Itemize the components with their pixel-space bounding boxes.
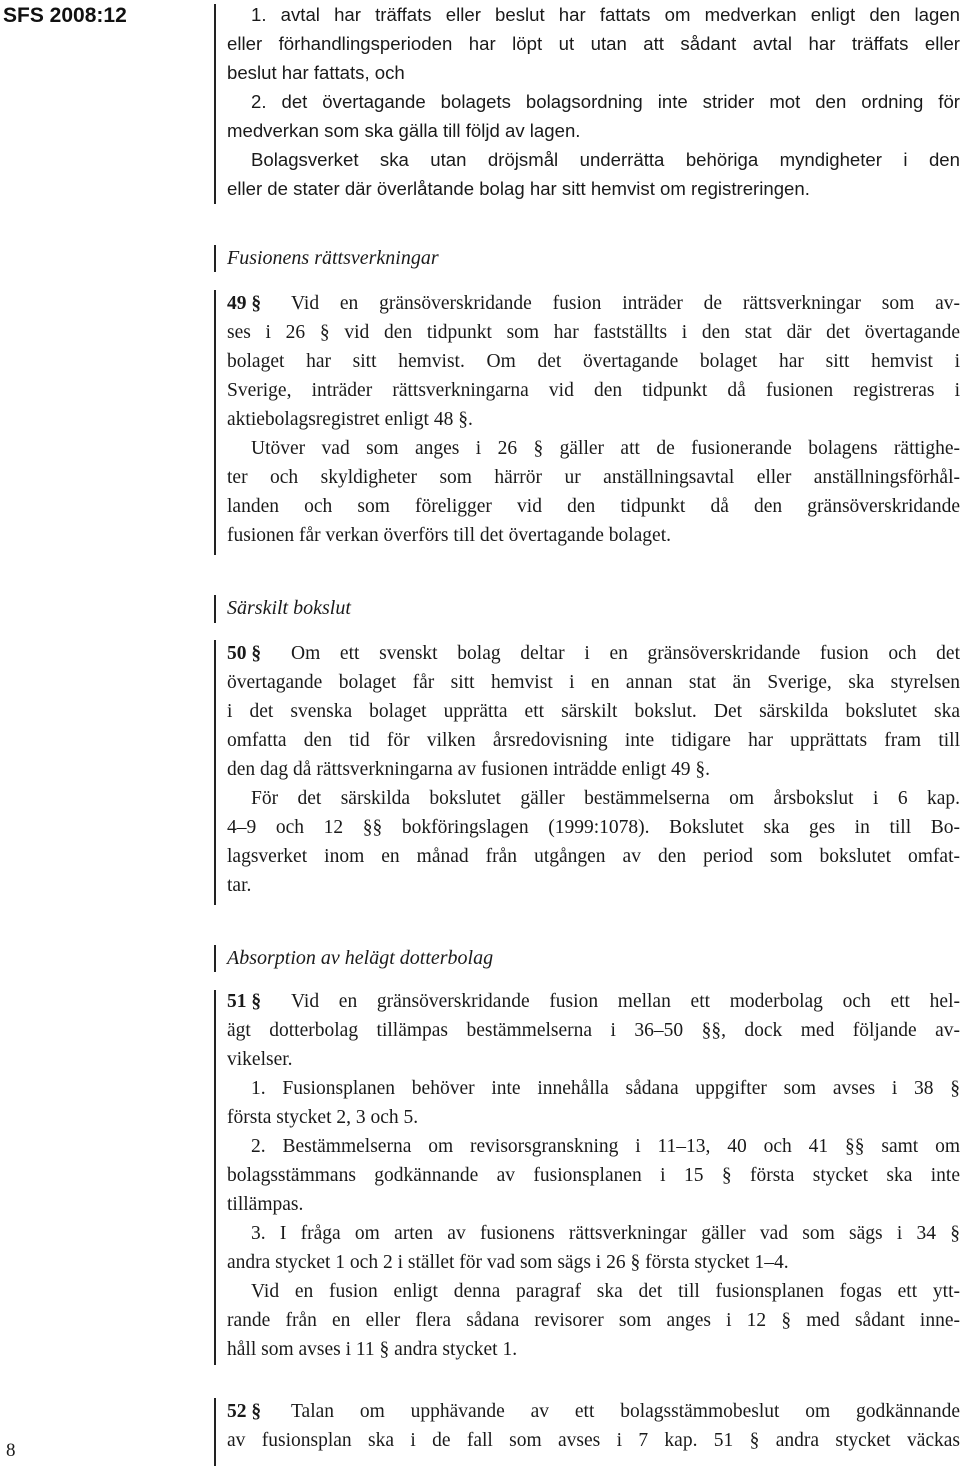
text-line: 2. det övertagande bolagets bolagsordning inte strider mot den ordning för <box>251 91 960 112</box>
change-bar <box>214 1398 216 1466</box>
text-line: ter och skyldigheter som härrör ur anställningsavtal eller anställningsförhål- <box>227 467 960 488</box>
text-line: Vid en fusion enligt denna paragraf ska det till fusionsplanen fogas ett ytt- <box>251 1281 960 1302</box>
text-line: eller förhandlingsperioden har löpt ut utan att sådant avtal har träffats eller <box>227 33 960 54</box>
text-line: tillämpas. <box>227 1194 304 1215</box>
text-line: ses i 26 § vid den tidpunkt som har fastställts i den stat där det övertagande <box>227 322 960 343</box>
text-line: 4–9 och 12 §§ bokföringslagen (1999:1078). Bokslutet ska ges in till Bo- <box>227 817 960 838</box>
text-line: håll som avses i 11 § andra stycket 1. <box>227 1339 518 1360</box>
text-line: andra stycket 1 och 2 i stället för vad som sägs i 26 § första stycket 1–4. <box>227 1252 789 1273</box>
paragraph-number: 51 § <box>227 991 262 1012</box>
section-heading: Absorption av helägt dotterbolag <box>227 947 494 969</box>
paragraph-first-line <box>227 1397 960 1426</box>
text-line: bolagsstämmans godkännande av fusionsplanen i 15 § första stycket ska inte <box>227 1165 960 1186</box>
text-line: eller de stater där överlåtande bolag har sitt hemvist om registreringen. <box>227 178 810 199</box>
text-line: För det särskilda bokslutet gäller bestämmelserna om årsbokslut i 6 kap. <box>251 788 960 809</box>
text-line: Sverige, inträder rättsverkningarna vid den tidpunkt då fusionen registreras i <box>227 380 960 401</box>
paragraph-first-line <box>227 289 960 318</box>
text-line: 2. Bestämmelserna om revisorsgranskning i 11–13, 40 och 41 §§ samt om <box>251 1136 960 1157</box>
change-bar <box>214 945 216 972</box>
text-line: Utöver vad som anges i 26 § gäller att de fusionerande bolagens rättighe- <box>251 438 960 459</box>
change-bar <box>214 595 216 623</box>
text-line: rande från en eller flera sådana revisorer som anges i 12 § med sådant inne- <box>227 1310 960 1331</box>
change-bar <box>214 4 216 204</box>
text-line: den dag då rättsverkningarna av fusionen inträdde enligt 49 §. <box>227 759 711 780</box>
paragraph-first-line <box>227 639 960 668</box>
text-line: landen och som föreligger vid den tidpunkt då den gränsöverskridande <box>227 496 960 517</box>
text-line: beslut har fattats, och <box>227 62 405 83</box>
text-line: lagsverket inom en månad från utgången av den period som bokslutet omfat- <box>227 846 960 867</box>
text-line: i det svenska bolaget upprätta ett särskilt bokslut. Det särskilda bokslutet ska <box>227 701 960 722</box>
text-line: ägt dotterbolag tillämpas bestämmelserna i 36–50 §§, dock med följande av- <box>227 1020 960 1041</box>
sfs-number: SFS 2008:12 <box>3 4 127 27</box>
page-number: 8 <box>6 1440 16 1461</box>
text-line: medverkan som ska gälla till följd av lagen. <box>227 120 581 141</box>
change-bar <box>214 245 216 272</box>
text-line: 3. I fråga om arten av fusionens rättsverkningar gäller vad som sägs i 34 § <box>251 1223 960 1244</box>
text-line: omfatta den tid för vilken årsredovisning inte tidigare har upprättats fram till <box>227 730 960 751</box>
text-line: av fusionsplan ska i de fall som avses i 7 kap. 51 § andra stycket väckas <box>227 1430 960 1451</box>
paragraph-number: 50 § <box>227 643 262 664</box>
text-line: vikelser. <box>227 1049 293 1070</box>
text-span: Vid en gränsöverskridande fusion mellan ett moderbolag och ett hel- <box>291 991 960 1012</box>
section-heading: Fusionens rättsverkningar <box>227 247 439 269</box>
text-line: 1. Fusionsplanen behöver inte innehålla sådana uppgifter som avses i 38 § <box>251 1078 960 1099</box>
text-line: 1. avtal har träffats eller beslut har fattats om medverkan enligt den lagen <box>251 4 960 25</box>
text-line: aktiebolagsregistret enligt 48 §. <box>227 409 473 430</box>
change-bar <box>214 640 216 905</box>
paragraph-number: 52 § <box>227 1401 262 1422</box>
section-heading: Särskilt bokslut <box>227 597 351 619</box>
change-bar <box>214 290 216 555</box>
change-bar <box>214 990 216 1365</box>
paragraph-number: 49 § <box>227 293 262 314</box>
text-span: Talan om upphävande av ett bolagsstämmobeslut om godkännande <box>291 1401 960 1422</box>
text-line: tar. <box>227 875 252 896</box>
text-line: första stycket 2, 3 och 5. <box>227 1107 419 1128</box>
text-line: bolaget har sitt hemvist. Om det övertagande bolaget har sitt hemvist i <box>227 351 960 372</box>
paragraph-first-line <box>227 987 960 1016</box>
text-line: fusionen får verkan överförs till det övertagande bolaget. <box>227 525 671 546</box>
text-span: Om ett svenskt bolag deltar i en gränsöverskridande fusion och det <box>291 643 960 664</box>
text-span: Vid en gränsöverskridande fusion inträder de rättsverkningar som av- <box>291 293 960 314</box>
text-line: övertagande bolaget får sitt hemvist i en annan stat än Sverige, ska styrelsen <box>227 672 960 693</box>
text-line: Bolagsverket ska utan dröjsmål underrätta behöriga myndigheter i den <box>251 149 960 170</box>
